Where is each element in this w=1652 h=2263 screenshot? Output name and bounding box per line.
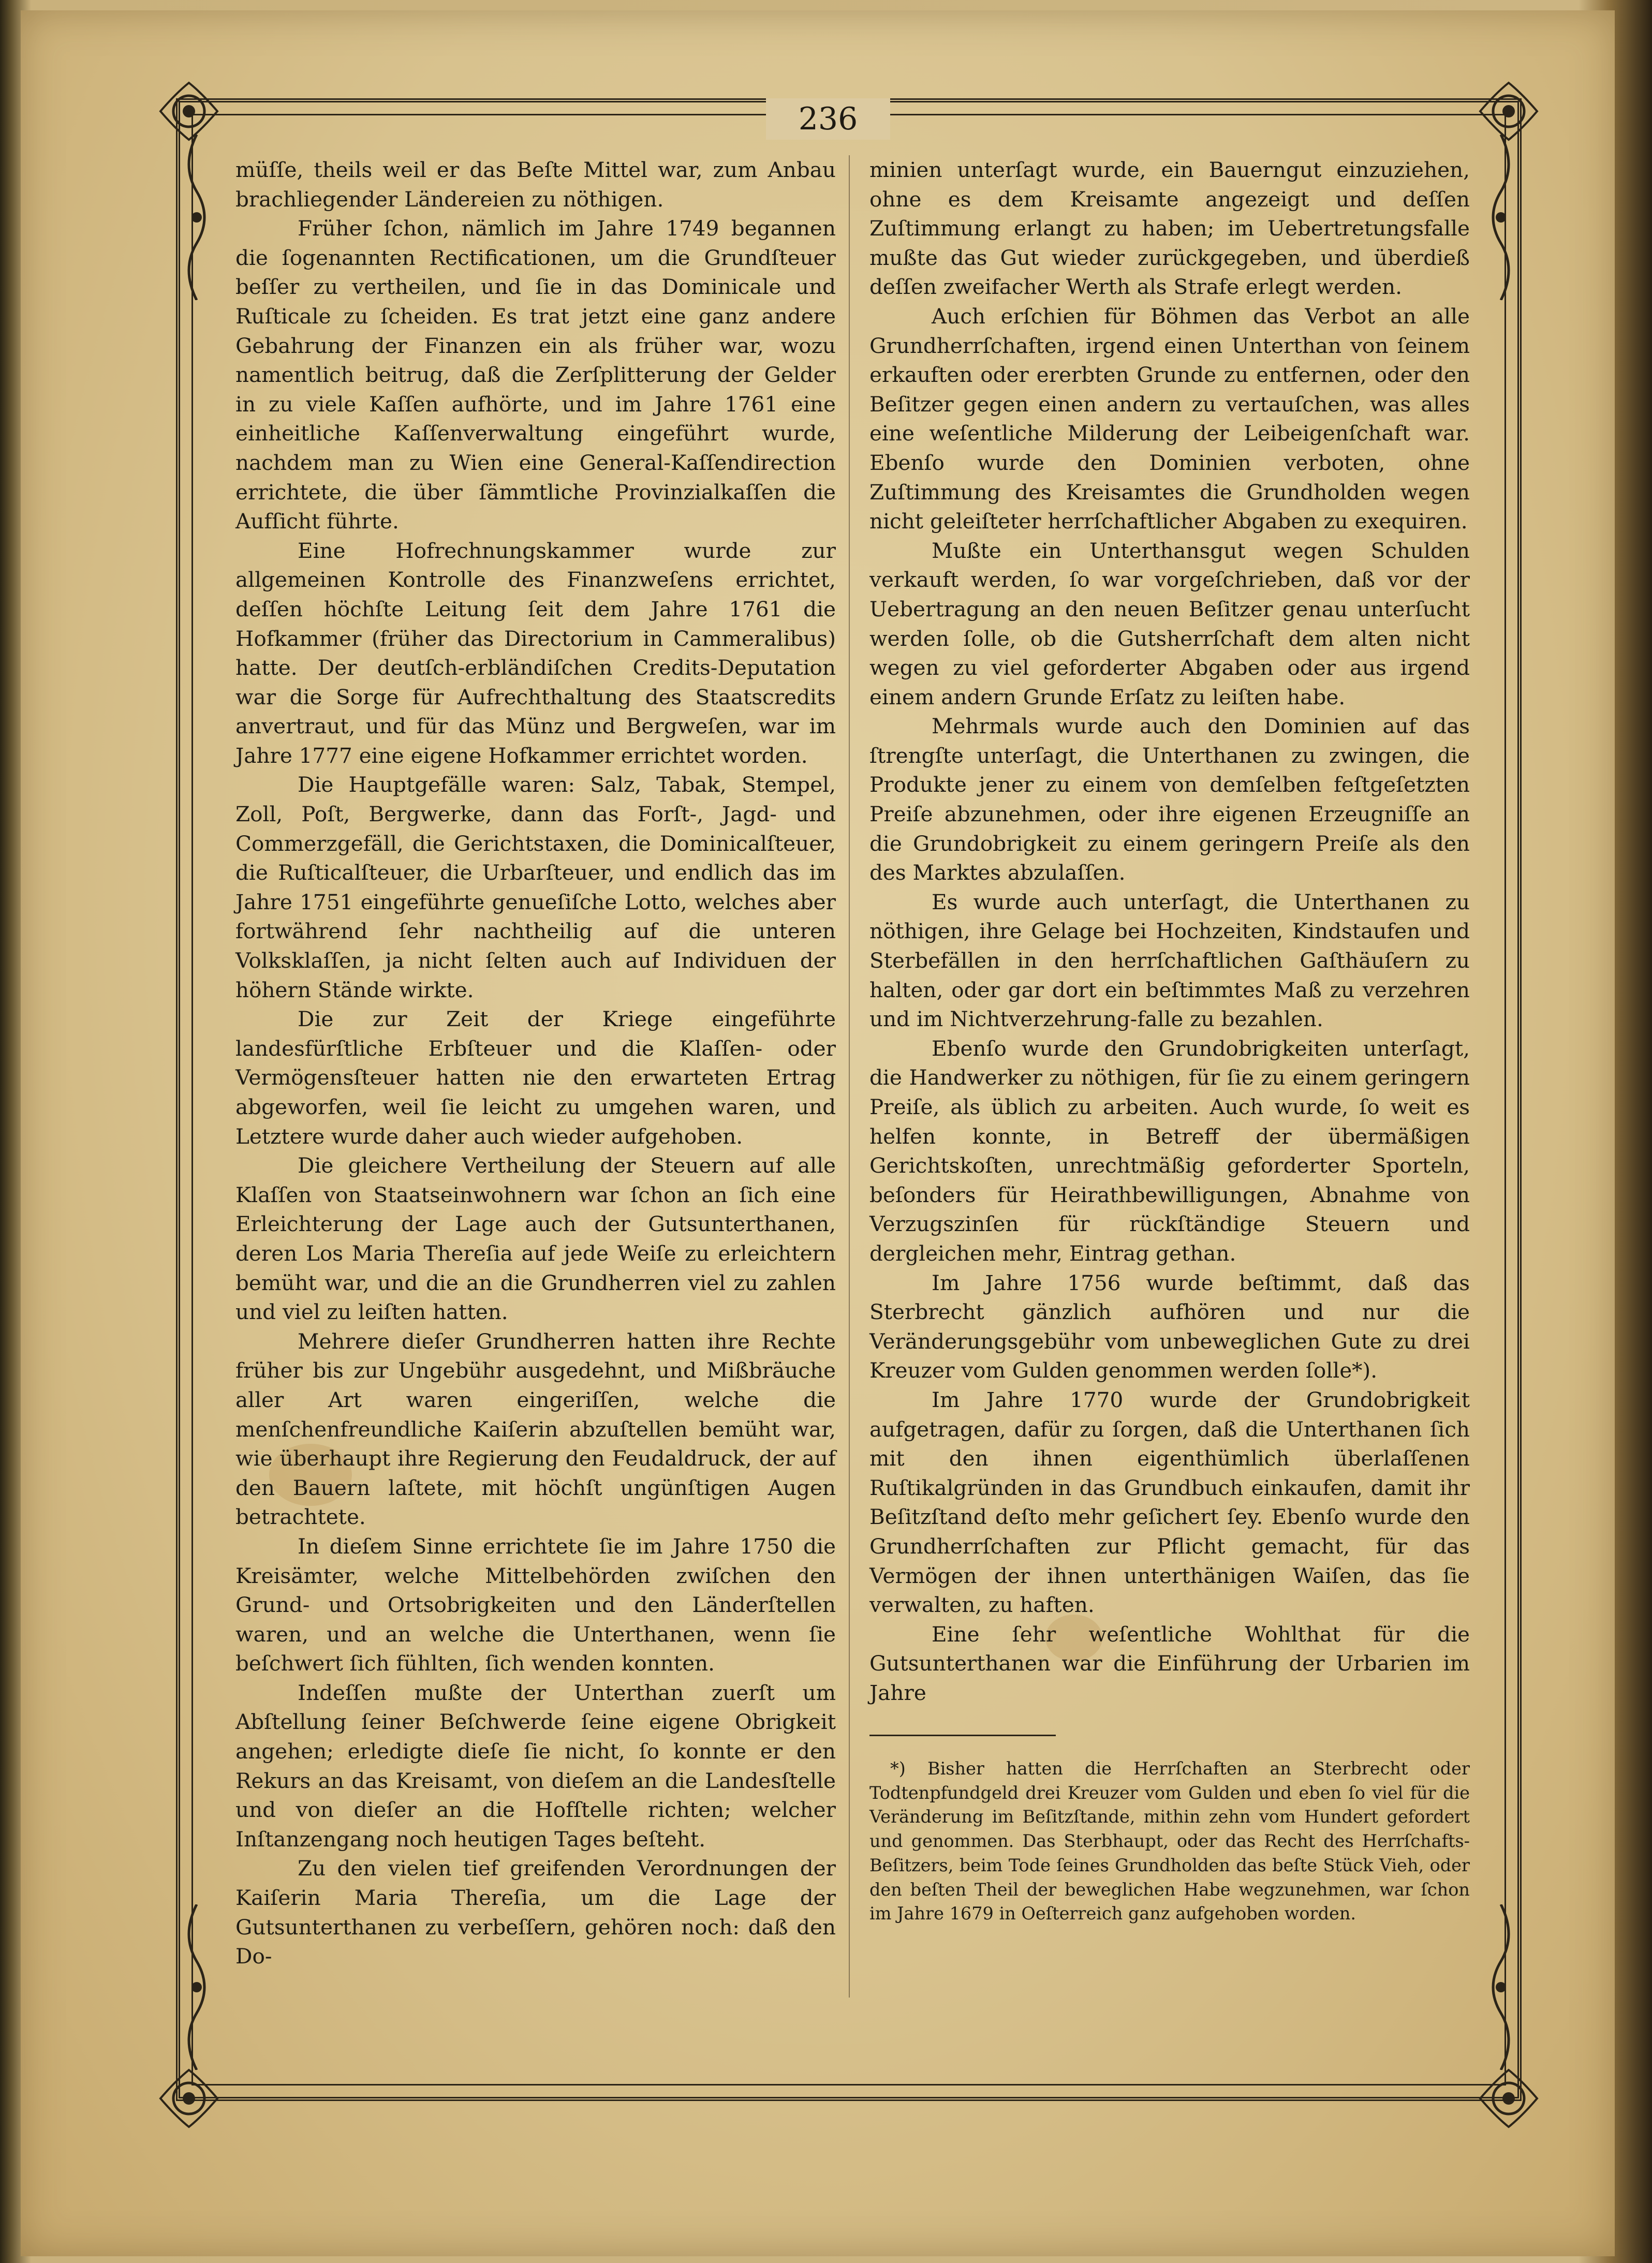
paragraph: Die Hauptgefälle waren: Salz, Tabak, Stempel, Zoll, Poſt, Bergwerke, dann das Forſt-, Jagd- und Commerzgefäll, die Gerichtstaxen, die Dominicalſteuer, die Ruſticalſteuer, die Urbarſteuer, und endlich das im Jahre 1751 eingeführte genueſiſche Lotto, welches aber fortwährend ſehr nachtheilig auf die unteren Volksklaſſen, ja nicht ſelten auch auf Individuen der höhern Stände wirkte. xyxy=(235,772,836,1002)
corner-ornament-icon xyxy=(1475,2065,1542,2132)
paragraph: Auch erſchien für Böhmen das Verbot an alle Grundherrſchaften, irgend einen Unterthan von ſeinem erkauften oder ererbten Grunde zu entfernen, oder den Beſitzer gegen einen andern zu vertauſchen, was alles eine weſentliche Milderung der Leibeigenſchaft war. Ebenſo wurde den Dominien verboten, ohne Zuſtimmung des Kreisamtes die Grundholden wegen nicht geleiſteter herrſchaftlicher Abgaben zu exequiren. xyxy=(869,303,1470,534)
scroll-ornament-icon xyxy=(179,135,215,300)
page-number: 236 xyxy=(766,98,890,140)
paragraph: Die zur Zeit der Kriege eingeführte landesfürſtliche Erbſteuer und die Klaſſen- oder Vermögensſteuer hatten nie den erwarteten Ertrag abgeworfen, weil ſie leicht zu umgehen waren, und Letztere wurde daher auch wieder aufgehoben. xyxy=(235,1007,836,1149)
column-divider xyxy=(849,155,850,1998)
paragraph: Im Jahre 1756 wurde beſtimmt, daß das Sterbrecht gänzlich aufhören und nur die Veränderungsgebühr vom unbeweglichen Gute zu drei Kreuzer vom Gulden genommen werden ſolle*). xyxy=(869,1270,1470,1383)
scroll-ornament-icon xyxy=(1483,135,1519,300)
paragraph: Mehrmals wurde auch den Dominien auf das ſtrengſte unterſagt, die Unterthanen zu zwingen, die Produkte jener zu einem von demſelben feſtgeſetzten Preiſe abzunehmen, oder ihre eigenen Erzeugniſſe an die Grundobrigkeit zu einem geringern Preiſe als den des Marktes abzulaſſen. xyxy=(869,714,1470,885)
corner-ornament-icon xyxy=(155,2065,223,2132)
paragraph: müſſe, theils weil er das Beſte Mittel war, zum Anbau brachliegender Ländereien zu nöthigen. xyxy=(235,157,836,212)
paragraph: Eine ſehr weſentliche Wohlthat für die Gutsunterthanen war die Einführung der Urbarien im Jahre xyxy=(869,1621,1470,1705)
footnote-rule xyxy=(869,1735,1056,1736)
scroll-ornament-icon xyxy=(1483,1904,1519,2070)
left-column xyxy=(235,155,836,1971)
paragraph: Zu den vielen tief greifenden Verordnungen der Kaiſerin Maria Thereſia, um die Lage der Gutsunterthanen zu verbeſſern, gehören noch: daß den Do- xyxy=(235,1856,836,1969)
scroll-ornament-icon xyxy=(179,1904,215,2070)
paragraph: minien unterſagt wurde, ein Bauerngut einzuziehen, ohne es dem Kreisamte angezeigt und deſſen Zuſtimmung erlangt zu haben; im Uebertretungsfalle mußte das Gut wieder zurückgegeben, und überdieß deſſen zweifacher Werth als Strafe erlegt werden. xyxy=(869,157,1470,300)
paragraph: Früher ſchon, nämlich im Jahre 1749 begannen die ſogenannten Rectificationen, um die Grundſteuer beſſer zu vertheilen, und ſie in das Dominicale und Ruſticale zu ſcheiden. Es trat jetzt eine ganz andere Gebahrung der Finanzen ein als früher war, wozu namentlich beitrug, daß die Zerſplitterung der Gelder in zu viele Kaſſen aufhörte, und im Jahre 1761 eine einheitliche Kaſſenverwaltung eingeführt wurde, nachdem man zu Wien eine General-Kaſſendirection errichtete, die über ſämmtliche Provinzialkaſſen die Aufſicht führte. xyxy=(235,216,836,534)
paragraph: Im Jahre 1770 wurde der Grundobrigkeit aufgetragen, dafür zu ſorgen, daß die Unterthanen ſich mit den ihnen eigenthümlich überlaſſenen Ruſtikalgründen in das Grundbuch einkaufen, damit ihr Beſitzſtand deſto mehr geſichert ſey. Ebenſo wurde den Grundherrſchaften zur Pflicht gemacht, für das Vermögen der ihnen unterthänigen Waiſen, das ſie verwalten, zu haften. xyxy=(869,1387,1470,1618)
paragraph: Mehrere dieſer Grundherren hatten ihre Rechte früher bis zur Ungebühr ausgedehnt, und Mißbräuche aller Art waren eingeriſſen, welche die menſchenfreundliche Kaiſerin abzuſtellen bemüht war, wie überhaupt ihre Regierung den Feudaldruck, der auf den Bauern laſtete, mit höchſt ungünſtigen Augen betrachtete. xyxy=(235,1328,836,1530)
paragraph: Die gleichere Vertheilung der Steuern auf alle Klaſſen von Staatseinwohnern war ſchon an ſich eine Erleichterung der Lage auch der Gutsunterthanen, deren Los Maria Thereſia auf jede Weiſe zu erleichtern bemüht war, und die an die Grundherren viel zu zahlen und viel zu leiſten hatten. xyxy=(235,1153,836,1325)
paragraph: Indeſſen mußte der Unterthan zuerſt um Abſtellung ſeiner Beſchwerde ſeine eigene Obrigkeit angehen; erledigte dieſe ſie nicht, ſo konnte er den Rekurs an das Kreisamt, von dieſem an die Landesſtelle und von dieſer an die Hofſtelle richten; welcher Inſtanzengang noch heutigen Tages beſteht. xyxy=(235,1680,836,1852)
paragraph: Ebenſo wurde den Grundobrigkeiten unterſagt, die Handwerker zu nöthigen, für ſie zu einem geringern Preiſe, als üblich zu arbeiten. Auch wurde, ſo weit es helfen konnte, in Betreff der übermäßigen Gerichtskoſten, unrechtmäßig geforderter Sporteln, beſonders für Heirathbewilligungen, Abnahme von Verzugszinſen für rückſtändige Steuern und dergleichen mehr, Eintrag gethan. xyxy=(869,1036,1470,1266)
paragraph: Eine Hofrechnungskammer wurde zur allgemeinen Kontrolle des Finanzweſens errichtet, deſſen höchſte Leitung ſeit dem Jahre 1761 die Hofkammer (früher das Directorium in Cammeralibus) hatte. Der deutſch-erbländiſchen Credits-Deputation war die Sorge für Aufrechthaltung des Staatscredits anvertraut, und für das Münz und Bergweſen, war im Jahre 1777 eine eigene Hofkammer errichtet worden. xyxy=(235,538,836,768)
paragraph: Mußte ein Unterthansgut wegen Schulden verkauft werden, ſo war vorgeſchrieben, daß vor der Uebertragung an den neuen Beſitzer genau unterſucht werden ſolle, ob die Gutsherrſchaft dem alten nicht wegen zu viel geforderter Abgaben oder aus irgend einem andern Grunde Erſatz zu leiſten habe. xyxy=(869,538,1470,709)
right-column xyxy=(869,155,1470,1707)
footnote xyxy=(869,1757,1470,1926)
footnote-text: *) Bisher hatten die Herrſchaften an Sterbrecht oder Todtenpfundgeld drei Kreuzer vom Gulden und eben ſo viel für die Veränderung im Beſitzſtande, mithin zehn vom Hundert gefordert und genommen. Das Sterbhaupt, oder das Recht des Herrſchafts-Beſitzers, beim Tode ſeines Grundholden das beſte Stück Vieh, oder den beſten Theil der beweglichen Habe wegzunehmen, war ſchon im Jahre 1679 in Oeſterreich ganz aufgehoben worden. xyxy=(869,1758,1470,1924)
paragraph: Es wurde auch unterſagt, die Unterthanen zu nöthigen, ihre Gelage bei Hochzeiten, Kindstaufen und Sterbefällen in den herrſchaftlichen Gaſthäuſern zu halten, oder gar dort ein beſtimmtes Maß zu verzehren und im Nichtverzehrung-falle zu bezahlen. xyxy=(869,889,1470,1032)
paragraph: In dieſem Sinne errichtete ſie im Jahre 1750 die Kreisämter, welche Mittelbehörden zwiſchen den Grund- und Ortsobrigkeiten und den Länderſtellen waren, und an welche die Unterthanen, wenn ſie beſchwert ſich fühlten, ſich wenden konnten. xyxy=(235,1533,836,1676)
